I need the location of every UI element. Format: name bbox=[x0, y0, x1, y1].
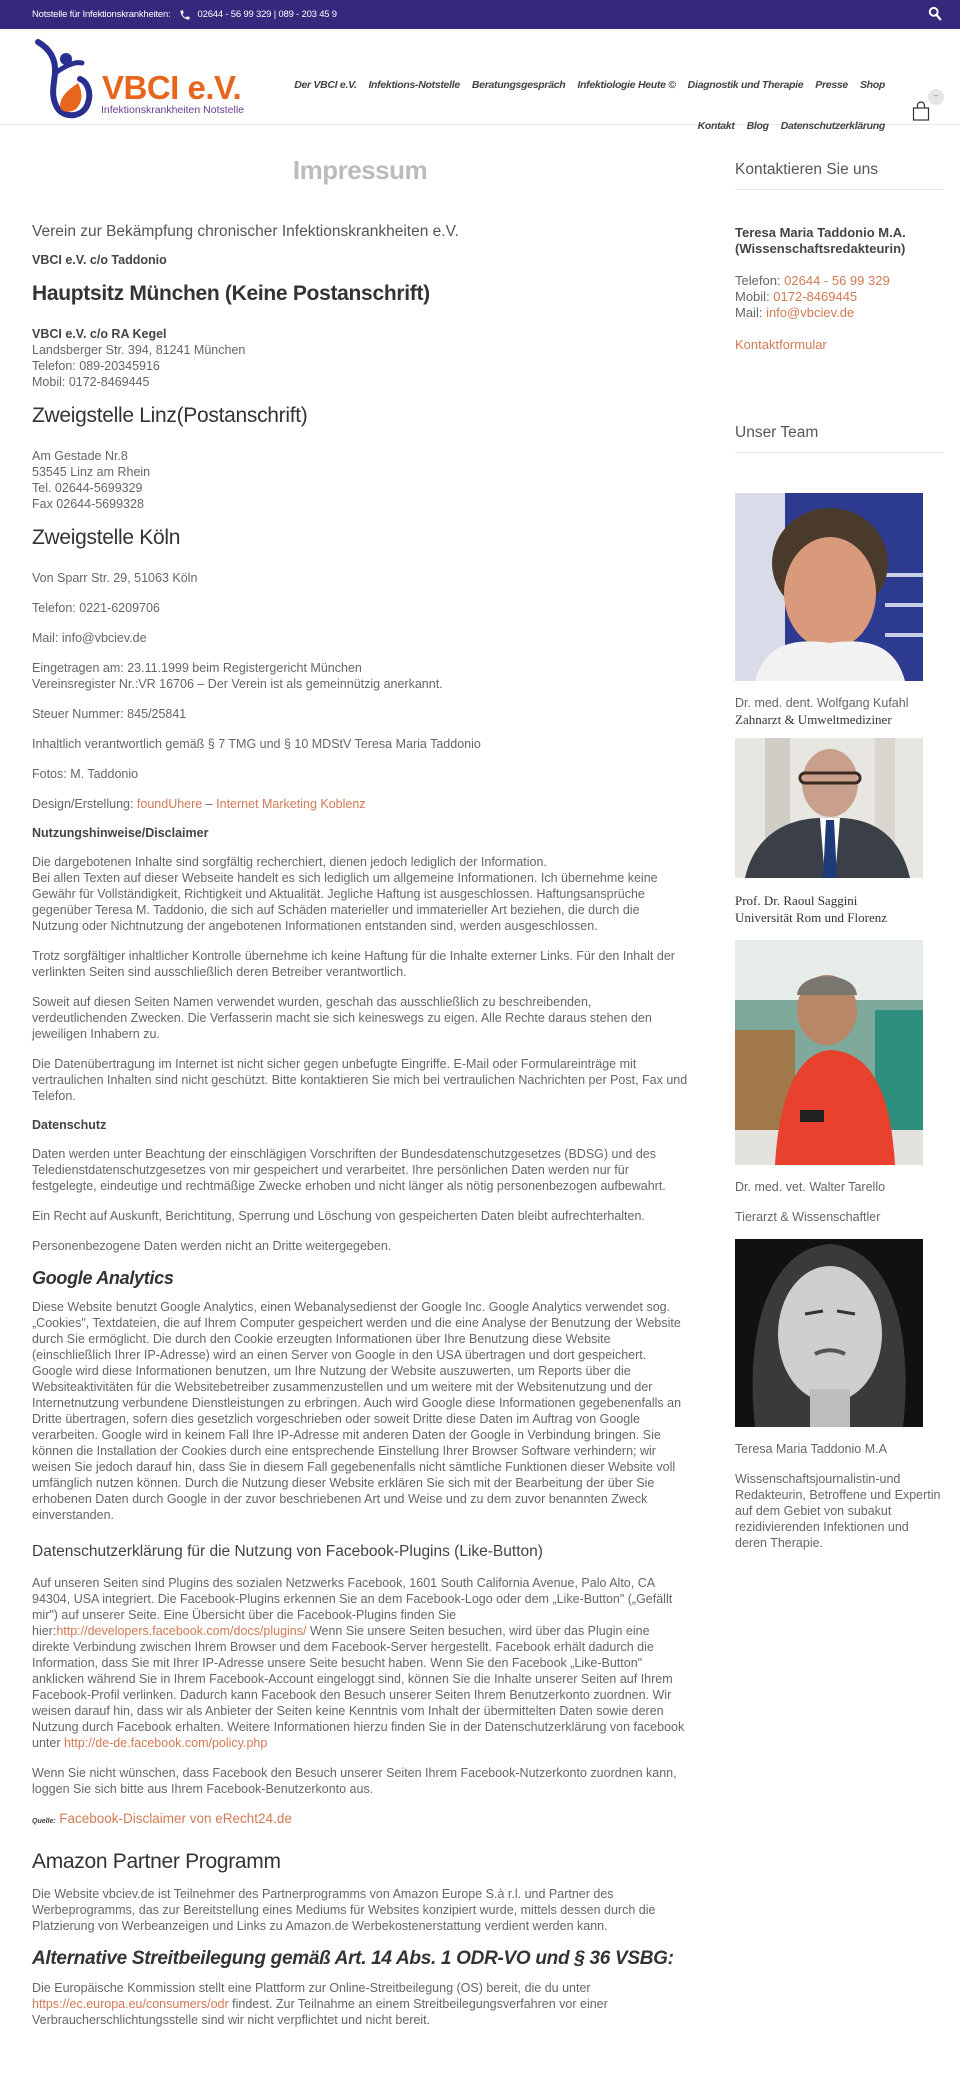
facebook-plugins-heading: Datenschutzerklärung für die Nutzung von Facebook-Plugins (Like-Button) bbox=[32, 1543, 543, 1560]
emergency-label: Notstelle für Infektionskrankheiten: bbox=[32, 9, 171, 20]
responsible-person: Inhaltlich verantwortlich gemäß § 7 TMG und § 10 MDStV Teresa Maria Taddonio bbox=[32, 737, 481, 751]
mobile-label: Mobil: bbox=[735, 289, 774, 304]
main-nav-row-1 bbox=[294, 79, 885, 91]
linz-address-block bbox=[32, 448, 688, 512]
google-analytics-text: Diese Website benutzt Google Analytics, einen Webanalysedienst der Google Inc. Google Analytics verwendet sog. „Cookies", Textdateien, die auf Ihrem Computer gespeichert werden und die eine Analyse der Benutzung der Website durch Sie ermöglicht. Die durch den Cookie erzeugten Informationen über Ihre Benutzung diese Website (einschließlich Ihrer IP-Adresse) wird an einen Server von Google in den USA übertragen und dort gespeichert. Google wird diese Informationen benutzen, um Ihre Nutzung der Website auszuwerten, um Reports über die Websiteaktivitäten für die Websitebetreiber zusammenzustellen und um weitere mit der Websitenutzung und der Internetnutzung verbundene Dienstleistungen zu erbringen. Auch wird Google diese Informationen gegebenenfalls an Dritte übertragen, sofern dies gesetzlich vorgeschrieben oder soweit Dritte diese Daten im Auftrag von Google verarbeiten. Google wird in keinem Fall Ihre IP-Adresse mit anderen Daten der Google in Verbindung bringen. Sie können die Installation der Cookies durch eine entsprechende Einstellung Ihrer Browser Software verhindern; wir weisen Sie jedoch darauf hin, dass Sie in diesem Fall gegebenenfalls nicht sämtliche Funktionen dieser Website voll umfänglich nutzen können. Durch die Nutzung dieser Website erklären Sie sich mit der Bearbeitung der über Sie erhobenen Daten durch Google in der zuvor beschriebenen Art und Weise und zu dem zuvor benannten Zweck einverstanden. bbox=[32, 1300, 682, 1522]
nav-infektions-notstelle[interactable]: Infektions-Notstelle bbox=[368, 79, 460, 91]
team-role: Tierarzt & Wissenschaftler bbox=[735, 1210, 881, 1224]
nav-shop[interactable]: Shop bbox=[859, 79, 885, 91]
facebook-text-part-1: Auf unseren Seiten sind Plugins des sozialen Netzwerks Facebook, 1601 South California Avenue, Palo Alto, CA 94304, USA integriert. Die Facebook-Plugins erkennen Sie an dem Facebook-Logo oder dem „Like-Button" („Gefällt mir") auf unserer Seite. Eine Übersicht über die Facebook-Plugins finden Sie hier: bbox=[32, 1576, 673, 1638]
team-name: Dr. med. vet. Walter Tarello bbox=[735, 1180, 886, 1194]
cart-count-badge: – bbox=[928, 89, 944, 105]
mail-label: Mail: bbox=[735, 305, 767, 320]
register-info bbox=[32, 660, 688, 692]
emergency-phones[interactable]: 02644 - 56 99 329 | 089 - 203 45 9 bbox=[197, 9, 337, 20]
design-credits bbox=[32, 796, 688, 812]
hq-name: VBCI e.V. c/o RA Kegel bbox=[32, 327, 167, 341]
hq-heading: Hauptsitz München (Keine Postanschrift) bbox=[32, 282, 430, 305]
nav-infektiologie-heute[interactable]: Infektiologie Heute © bbox=[577, 79, 676, 91]
disclaimer-liability: Bei allen Texten auf dieser Webseite handelt es sich lediglich um allgemeine Informationen. Ich übernehme keine Gewähr für Vollständigkeit, Richtigkeit und Aktualität. Jegliche Haftung ist ausgeschlossen. Haftungsansprüche gegenüber Teresa M. Taddonio, die sich auf Schäden materieller und immaterieller Art beziehen, die durch die Nutzung oder Nichtnutzung der angebotenen Informationen entstanden sind, werden ausgeschlossen. bbox=[32, 871, 658, 933]
source-label: Quelle: bbox=[32, 1818, 56, 1825]
site-header bbox=[0, 29, 960, 132]
erecht24-link[interactable]: Facebook-Disclaimer von eRecht24.de bbox=[59, 1811, 292, 1826]
top-bar bbox=[0, 0, 960, 29]
team-member-tarello bbox=[735, 940, 944, 1225]
contact-person bbox=[735, 225, 944, 257]
odr-text-part-2: findest. Zur Teilnahme an einem Streitbeilegungsverfahren vor einer Verbraucherschlichtungsstelle sind wir nicht verpflichtet und nicht bereit. bbox=[32, 1997, 608, 2027]
phone-icon bbox=[179, 9, 191, 21]
team-member-taddonio bbox=[735, 1239, 944, 1551]
facebook-plugins-text bbox=[32, 1575, 688, 1751]
amazon-text: Die Website vbciev.de ist Teilnehmer des Partnerprogramms von Amazon Europe S.à r.l. und Partner des Werbeprogramms, das zur Bereitstellung eines Mediums für Websites konzipiert wurde, mittels dessen durch die Platzierung von Werbeanzeigen und Links zu Amazon.de Werbekostenerstattung verdient werden kann. bbox=[32, 1887, 656, 1933]
team-name: Teresa Maria Taddonio M.A bbox=[735, 1442, 887, 1456]
facebook-text-part-2: Wenn Sie unsere Seiten besuchen, wird über das Plugin eine direkte Verbindung zwischen Ihrem Browser und dem Facebook-Server hergestellt. Facebook erhält dadurch die Information, dass Sie mit Ihrer IP-Adresse unsere Seite besucht haben. Wenn Sie den Facebook „Like-Button" anklicken während Sie in Ihrem Facebook-Account eingeloggt sind, können Sie die Inhalte unserer Seiten auf Ihrem Facebook-Profil verlinken. Dadurch kann Facebook den Besuch unserer Seiten Ihrem Benutzerkonto zuordnen. Wir weisen darauf hin, dass wir als Anbieter der Seiten keine Kenntnis vom Inhalt der übermittelten Daten sowie deren Nutzung durch Facebook erhalten. Weitere Informationen hierzu finden Sie in der Datenschutzerklärung von facebook unter bbox=[32, 1624, 685, 1750]
contact-mail-link[interactable]: info@vbciev.de bbox=[766, 305, 855, 320]
team-role: Wissenschaftsjournalistin-und Redakteurin, Betroffene und Expertin auf dem Gebiet von subakut rezidivierenden Infektionen und deren Therapie. bbox=[735, 1472, 941, 1550]
nav-blog[interactable]: Blog bbox=[746, 120, 769, 132]
team-member-saggini bbox=[735, 738, 944, 926]
register-line-1: Eingetragen am: 23.11.1999 beim Registergericht München bbox=[32, 661, 362, 675]
nav-datenschutzerklaerung[interactable]: Datenschutzerklärung bbox=[780, 120, 885, 132]
association-name: Verein zur Bekämpfung chronischer Infektionskrankheiten e.V. bbox=[32, 223, 459, 240]
disclaimer-heading: Nutzungshinweise/Disclaimer bbox=[32, 826, 209, 840]
co-line: VBCI e.V. c/o Taddonio bbox=[32, 253, 167, 267]
linz-heading: Zweigstelle Linz(Postanschrift) bbox=[32, 404, 308, 427]
koeln-phone: Telefon: 0221-6209706 bbox=[32, 601, 160, 615]
register-line-2: Vereinsregister Nr.:VR 16706 – Der Verein ist als gemeinnützig anerkannt. bbox=[32, 677, 443, 691]
nav-diagnostik-therapie[interactable]: Diagnostik und Therapie bbox=[687, 79, 804, 91]
portrait-photo-kufahl bbox=[735, 493, 923, 681]
hq-address: Landsberger Str. 394, 81241 München bbox=[32, 343, 246, 357]
linz-phone: Tel. 02644-5699329 bbox=[32, 481, 143, 495]
main-content bbox=[0, 125, 720, 2082]
contact-phone-link[interactable]: 02644 - 56 99 329 bbox=[784, 273, 890, 288]
nav-der-vbci[interactable]: Der VBCI e.V. bbox=[294, 79, 357, 91]
privacy-heading: Datenschutz bbox=[32, 1118, 107, 1132]
founduhere-link[interactable]: foundUhere bbox=[136, 797, 203, 811]
disclaimer-paragraph-1 bbox=[32, 854, 688, 934]
shopping-bag-icon[interactable] bbox=[912, 101, 930, 121]
koeln-mail: Mail: info@vbciev.de bbox=[32, 631, 147, 645]
design-label: Design/Erstellung: bbox=[32, 797, 137, 811]
hq-address-block bbox=[32, 326, 688, 390]
contact-role: (Wissenschaftsredakteurin) bbox=[735, 241, 906, 256]
team-role: Zahnarzt & Umweltmediziner bbox=[735, 712, 892, 727]
contact-form-link[interactable]: Kontaktformular bbox=[735, 337, 827, 352]
disclaimer-paragraph-3: Soweit auf diesen Seiten Namen verwendet wurden, geschah das ausschließlich zu beschreibenden, verdeutlichenden Zwecken. Die Verfasserin macht sie sich keineswegs zu eigen. Alle Rechte daraus stehen den jeweiligen Inhabern zu. bbox=[32, 995, 652, 1041]
linz-street: Am Gestade Nr.8 bbox=[32, 449, 128, 463]
odr-text bbox=[32, 1980, 688, 2028]
tax-number: Steuer Nummer: 845/25841 bbox=[32, 707, 187, 721]
nav-kontakt[interactable]: Kontakt bbox=[697, 120, 735, 132]
phone-label: Telefon: bbox=[735, 273, 785, 288]
photo-credits: Fotos: M. Taddonio bbox=[32, 767, 139, 781]
odr-heading: Alternative Streitbeilegung gemäß Art. 14 Abs. 1 ODR-VO und § 36 VSBG: bbox=[32, 1948, 674, 1969]
privacy-paragraph-3: Personenbezogene Daten werden nicht an Dritte weitergegeben. bbox=[32, 1239, 392, 1253]
koeln-address: Von Sparr Str. 29, 51063 Köln bbox=[32, 571, 198, 585]
page-body bbox=[0, 125, 960, 2082]
contact-name: Teresa Maria Taddonio M.A. bbox=[735, 225, 906, 240]
design-separator: – bbox=[202, 797, 217, 811]
team-widget-title: Unser Team bbox=[735, 424, 944, 453]
team-role: Universität Rom und Florenz bbox=[735, 910, 888, 925]
logo-figure-icon bbox=[30, 37, 105, 119]
disclaimer-paragraph-4: Die Datenübertragung im Internet ist nicht sicher gegen unbefugte Eingriffe. E-Mail oder Formulareinträge mit vertraulichen Inhalten sind nicht geschützt. Bitte kontaktieren Sie mich bei vertraulichen Nachrichten per Post, Fax und Telefon. bbox=[32, 1057, 688, 1103]
team-member-kufahl bbox=[735, 493, 944, 728]
contact-widget-title: Kontaktieren Sie uns bbox=[735, 161, 944, 190]
search-icon[interactable] bbox=[928, 6, 942, 22]
logo-subtitle: Infektionskrankheiten Notstelle bbox=[101, 104, 244, 116]
odr-link[interactable]: https://ec.europa.eu/consumers/odr bbox=[32, 1997, 229, 2011]
logo-title: VBCI e.V. bbox=[102, 69, 242, 106]
disclaimer-paragraph-2: Trotz sorgfältiger inhaltlicher Kontrolle übernehme ich keine Haftung für die Inhalte externer Links. Für den Inhalt der verlinkten Seiten sind ausschließlich deren Betreiber verantwortlich. bbox=[32, 949, 675, 979]
portrait-photo-tarello bbox=[735, 940, 923, 1165]
google-analytics-heading: Google Analytics bbox=[32, 1268, 174, 1288]
logo-link[interactable] bbox=[30, 37, 250, 119]
contact-mobile-link[interactable]: 0172-8469445 bbox=[773, 289, 858, 304]
amazon-heading: Amazon Partner Programm bbox=[32, 1850, 281, 1873]
team-name: Prof. Dr. Raoul Saggini bbox=[735, 893, 858, 908]
privacy-paragraph-2: Ein Recht auf Auskunft, Berichtitung, Sperrung und Löschung von gespeicherten Daten bleibt aufrechterhalten. bbox=[32, 1209, 645, 1223]
hq-mobile: Mobil: 0172-8469445 bbox=[32, 375, 150, 389]
internet-marketing-koblenz-link[interactable]: Internet Marketing Koblenz bbox=[216, 797, 366, 811]
portrait-photo-taddonio bbox=[735, 1239, 923, 1427]
koeln-heading: Zweigstelle Köln bbox=[32, 526, 181, 549]
source-line bbox=[32, 1811, 688, 1830]
privacy-paragraph-1: Daten werden unter Beachtung der einschlägigen Vorschriften der Bundesdatenschutzgesetzes (BDSG) und des Teledienstdatenschutzgesetzes von mir gespeichert und verarbeitet. Ihre persönlichen Daten werden nur für festgelegte, eindeutige und rechtmäßige Zwecke erhoben und nicht länger als nötig personenbezogen aufbewahrt. bbox=[32, 1147, 666, 1193]
disclaimer-intro: Die dargebotenen Inhalte sind sorgfältig recherchiert, dienen jedoch lediglich der Information. bbox=[32, 855, 547, 869]
page-title: Impressum bbox=[292, 155, 428, 185]
facebook-policy-link[interactable]: http://de-de.facebook.com/policy.php bbox=[63, 1736, 268, 1750]
nav-presse[interactable]: Presse bbox=[815, 79, 848, 91]
main-nav-row-2 bbox=[698, 120, 885, 132]
linz-fax: Fax 02644-5699328 bbox=[32, 497, 144, 511]
facebook-developers-link[interactable]: http://developers.facebook.com/docs/plugins/ bbox=[56, 1624, 307, 1638]
nav-beratungsgespraech[interactable]: Beratungsgespräch bbox=[471, 79, 566, 91]
odr-text-part-1: Die Europäische Kommission stellt eine Plattform zur Online-Streitbeilegung (OS) bereit, die du unter bbox=[32, 1981, 591, 1995]
contact-details bbox=[735, 273, 944, 321]
sidebar bbox=[720, 125, 960, 2082]
linz-city: 53545 Linz am Rhein bbox=[32, 465, 151, 479]
portrait-photo-saggini bbox=[735, 738, 923, 878]
team-name: Dr. med. dent. Wolfgang Kufahl bbox=[735, 696, 909, 710]
hq-phone: Telefon: 089-20345916 bbox=[32, 359, 160, 373]
facebook-logout-text: Wenn Sie nicht wünschen, dass Facebook den Besuch unserer Seiten Ihrem Facebook-Nutzerkonto zuordnen kann, loggen Sie sich bitte aus Ihrem Facebook-Benutzerkonto aus. bbox=[32, 1766, 677, 1796]
